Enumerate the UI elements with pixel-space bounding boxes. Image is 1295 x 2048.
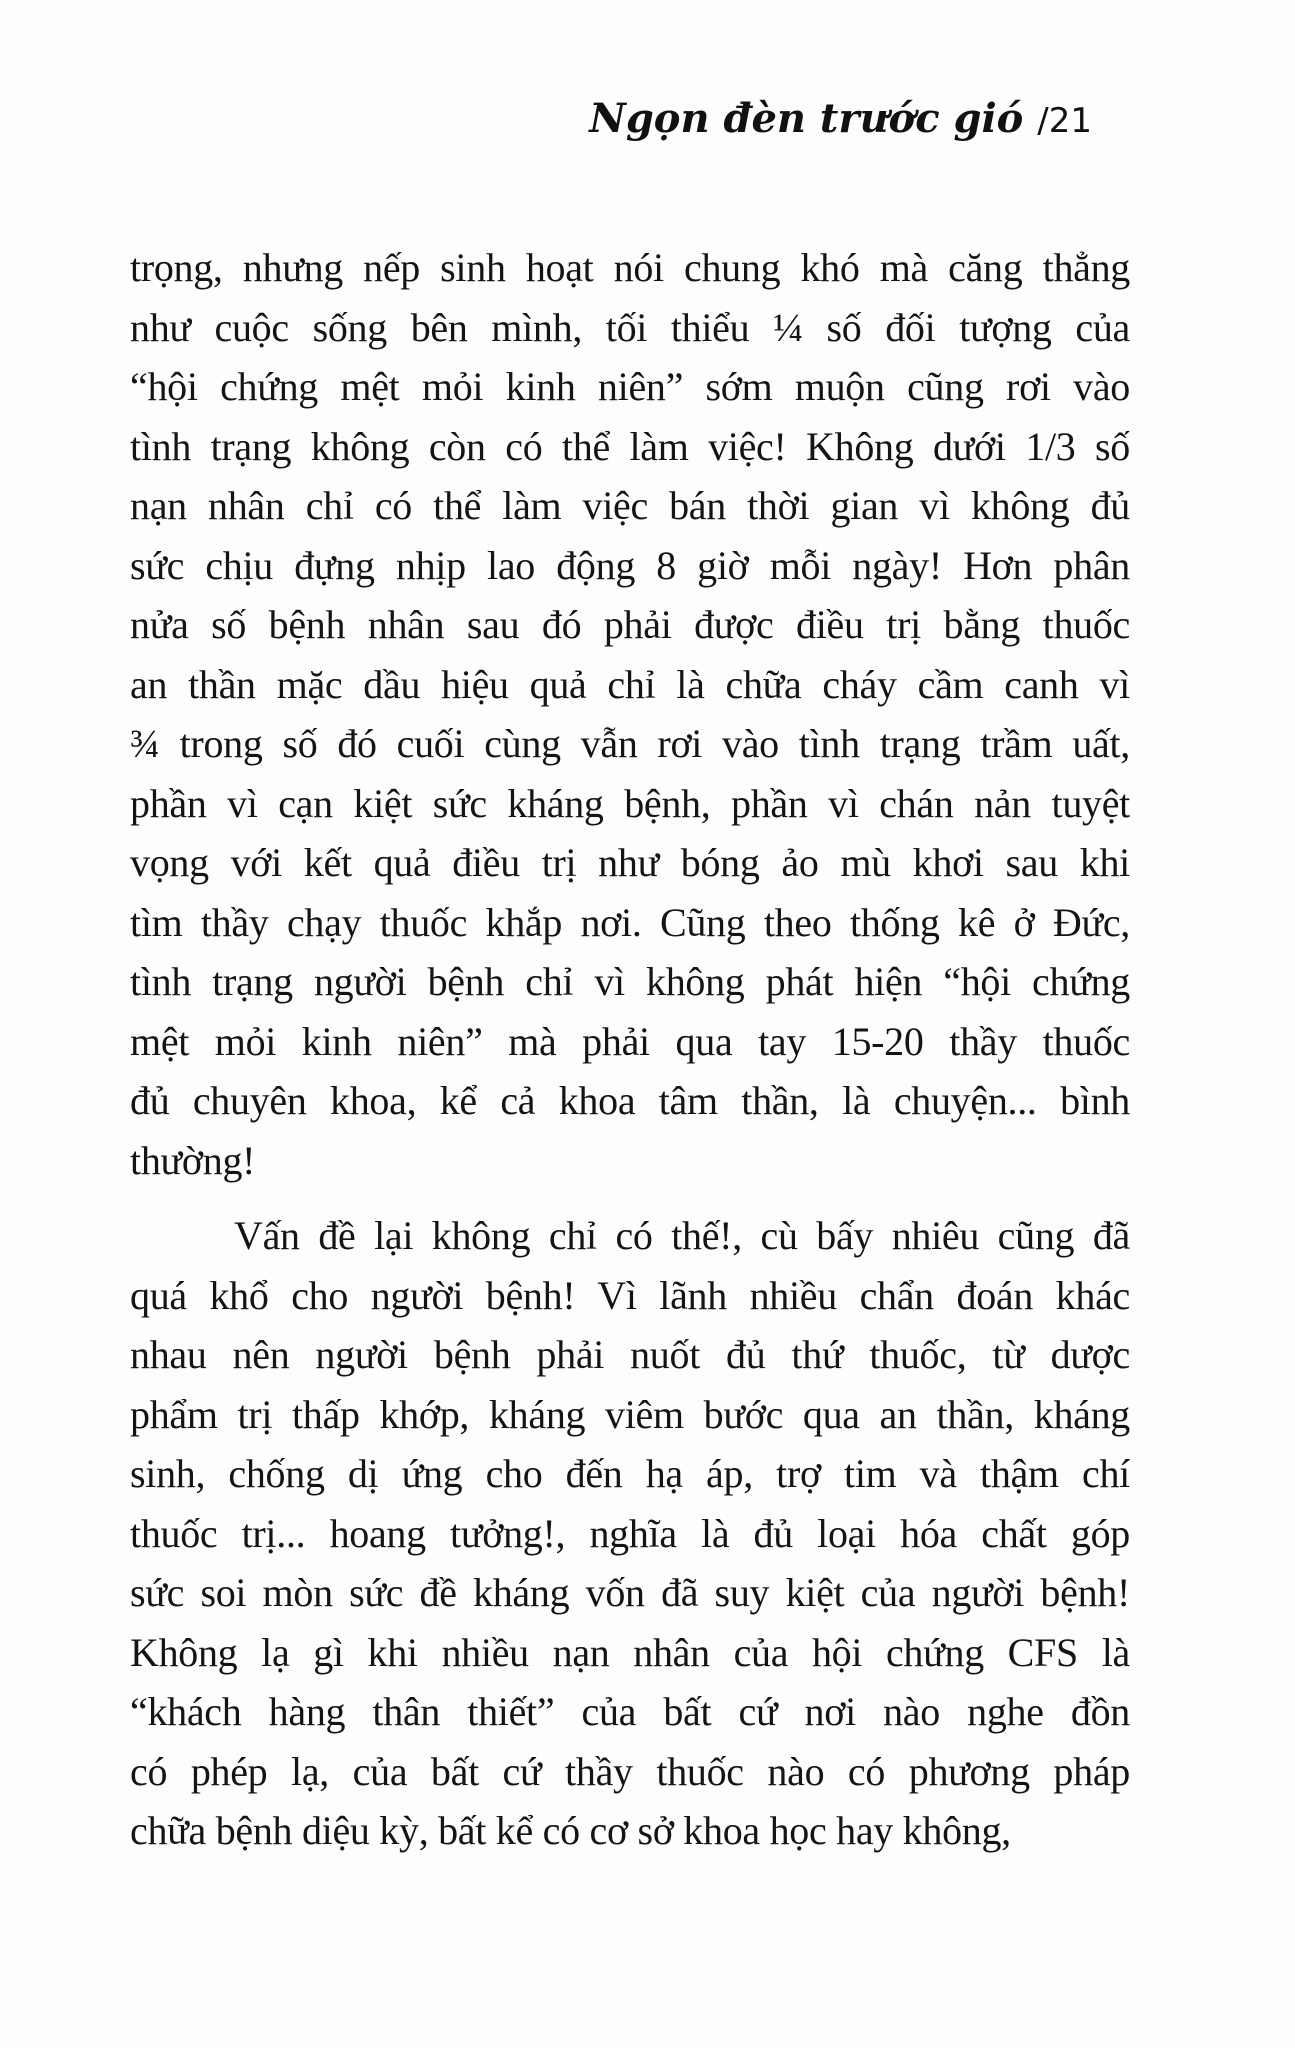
page-body	[130, 238, 1130, 1861]
text-line: sức soi mòn sức đề kháng vốn đã suy kiệt của người bệnh!	[130, 1570, 1130, 1615]
text-line: phần vì cạn kiệt sức kháng bệnh, phần vì chán nản tuyệt	[130, 780, 1130, 826]
paragraph	[130, 238, 1130, 1190]
text-line: “khách hàng thân thiết” của bất cứ nơi nào nghe đồn	[130, 1689, 1130, 1734]
text-line: trọng, nhưng nếp sinh hoạt nói chung khó mà căng thẳng	[130, 245, 1130, 290]
text-line: sinh, chống dị ứng cho đến hạ áp, trợ tim và thậm chí	[130, 1451, 1130, 1496]
page-number: /21	[1037, 101, 1092, 141]
text-line: vọng với kết quả điều trị như bóng ảo mù khơi sau khi	[130, 840, 1130, 885]
text-line: ¾ trong số đó cuối cùng vẫn rơi vào tình trạng trầm uất,	[130, 721, 1130, 766]
text-line: nạn nhân chỉ có thể làm việc bán thời gian vì không đủ	[130, 483, 1130, 528]
text-line: tình trạng người bệnh chỉ vì không phát hiện “hội chứng	[130, 959, 1130, 1004]
text-line: thường!	[130, 1137, 256, 1183]
text-line: phẩm trị thấp khớp, kháng viêm bước qua an thần, kháng	[130, 1391, 1130, 1437]
text-line: chữa bệnh diệu kỳ, bất kể có cơ sở khoa học hay không,	[130, 1808, 1011, 1853]
text-line: có phép lạ, của bất cứ thầy thuốc nào có phương pháp	[130, 1748, 1130, 1794]
text-line: đủ chuyên khoa, kể cả khoa tâm thần, là chuyện... bình	[130, 1078, 1130, 1123]
text-line: sức chịu đựng nhịp lao động 8 giờ mỗi ngày! Hơn phân	[130, 542, 1130, 588]
text-line: nửa số bệnh nhân sau đó phải được điều trị bằng thuốc	[130, 602, 1130, 647]
text-line: Không lạ gì khi nhiều nạn nhân của hội chứng CFS là	[130, 1629, 1130, 1675]
text-line: thuốc trị... hoang tưởng!, nghĩa là đủ loại hóa chất góp	[130, 1510, 1130, 1556]
text-line: an thần mặc dầu hiệu quả chỉ là chữa cháy cầm canh vì	[130, 661, 1130, 707]
text-line: tình trạng không còn có thể làm việc! Không dưới 1/3 số	[130, 423, 1130, 469]
text-line: tìm thầy chạy thuốc khắp nơi. Cũng theo thống kê ở Đức,	[130, 899, 1130, 945]
text-line: như cuộc sống bên mình, tối thiểu ¼ số đối tượng của	[130, 304, 1130, 350]
text-line: mệt mỏi kinh niên” mà phải qua tay 15-20 thầy thuốc	[130, 1018, 1130, 1064]
text-line: quá khổ cho người bệnh! Vì lãnh nhiều chẩn đoán khác	[130, 1272, 1130, 1318]
book-title: Ngọn đèn trước gió	[589, 95, 1024, 142]
text-line: nhau nên người bệnh phải nuốt đủ thứ thuốc, từ dược	[130, 1332, 1130, 1377]
text-line: “hội chứng mệt mỏi kinh niên” sớm muộn cũng rơi vào	[130, 364, 1130, 409]
running-header	[0, 95, 1092, 142]
paragraph	[130, 1206, 1130, 1861]
text-line: Vấn đề lại không chỉ có thế!, cù bấy nhiêu cũng đã	[234, 1213, 1130, 1258]
